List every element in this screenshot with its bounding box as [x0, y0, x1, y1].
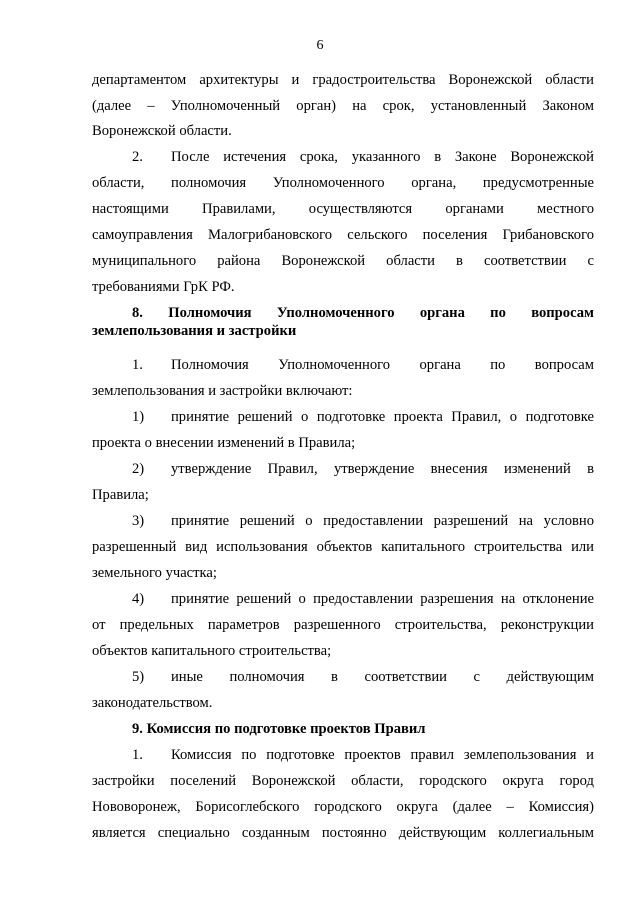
- list-item-1: [132, 408, 594, 426]
- text-line: самоуправления Малогрибановского сельского поселения Грибановского: [92, 227, 594, 243]
- text-line: принятие решений о предоставлении разрешений на условно: [171, 513, 594, 529]
- list-item-3: [132, 512, 594, 530]
- text-line: Нововоронеж, Борисоглебского городского округа (далее – Комиссия): [92, 799, 594, 815]
- section-9-heading: 9. Комиссия по подготовке проектов Правил: [132, 721, 426, 737]
- paragraph-number: 1.: [132, 357, 143, 373]
- text-line: После истечения срока, указанного в Законе Воронежской: [171, 149, 594, 165]
- text-line: объектов капитального строительства;: [92, 643, 332, 659]
- text-line: Комиссия по подготовке проектов правил землепользования и: [171, 747, 594, 763]
- list-item-5: [132, 668, 594, 686]
- text-line: разрешенный вид использования объектов капитального строительства или: [92, 539, 594, 555]
- list-number: 4): [132, 591, 145, 607]
- text-line: землепользования и застройки включают:: [92, 383, 353, 399]
- text-line: от предельных параметров разрешенного строительства, реконструкции: [92, 617, 594, 633]
- text-line: законодательством.: [92, 695, 213, 711]
- list-number: 3): [132, 513, 145, 529]
- text-line: (далее – Уполномоченный орган) на срок, установленный Законом: [92, 98, 594, 114]
- text-line: настоящими Правилами, осуществляются органами местного: [92, 201, 594, 217]
- text-line: принятие решений о предоставлении разрешения на отклонение: [171, 591, 594, 607]
- paragraph-number: 2.: [132, 149, 143, 165]
- text-line: муниципального района Воронежской области в соответствии с: [92, 253, 594, 269]
- paragraph-2-first-line: [132, 148, 594, 166]
- list-item-2: [132, 460, 594, 478]
- text-line: иные полномочия в соответствии с действующим: [171, 669, 594, 685]
- text-line: Полномочия Уполномоченного органа по вопросам: [171, 357, 594, 373]
- list-item-4: [132, 590, 594, 608]
- text-line: Воронежской области.: [92, 123, 232, 139]
- text-line: департаментом архитектуры и градостроительства Воронежской области: [92, 72, 594, 88]
- text-line: принятие решений о подготовке проекта Правил, о подготовке: [171, 409, 594, 425]
- section-9-para-1: [132, 746, 594, 764]
- page-number: 6: [316, 38, 324, 53]
- list-number: 1): [132, 409, 145, 425]
- list-number: 5): [132, 669, 145, 685]
- text-line: проекта о внесении изменений в Правила;: [92, 435, 356, 451]
- text-line: земельного участка;: [92, 565, 217, 581]
- text-line: застройки поселений Воронежской области, городского округа город: [92, 773, 594, 789]
- text-line: является специально созданным постоянно действующим коллегиальным: [92, 825, 594, 841]
- section-8-para-1: [132, 356, 594, 374]
- text-line: области, полномочия Уполномоченного органа, предусмотренные: [92, 175, 594, 191]
- section-8-heading-cont: землепользования и застройки: [92, 323, 297, 339]
- list-number: 2): [132, 461, 145, 477]
- text-line: Правила;: [92, 487, 149, 503]
- paragraph-number: 1.: [132, 747, 143, 763]
- text-line: требованиями ГрК РФ.: [92, 279, 235, 295]
- section-8-heading: 8. Полномочия Уполномоченного органа по вопросам: [132, 305, 594, 321]
- text-line: утверждение Правил, утверждение внесения изменений в: [171, 461, 594, 477]
